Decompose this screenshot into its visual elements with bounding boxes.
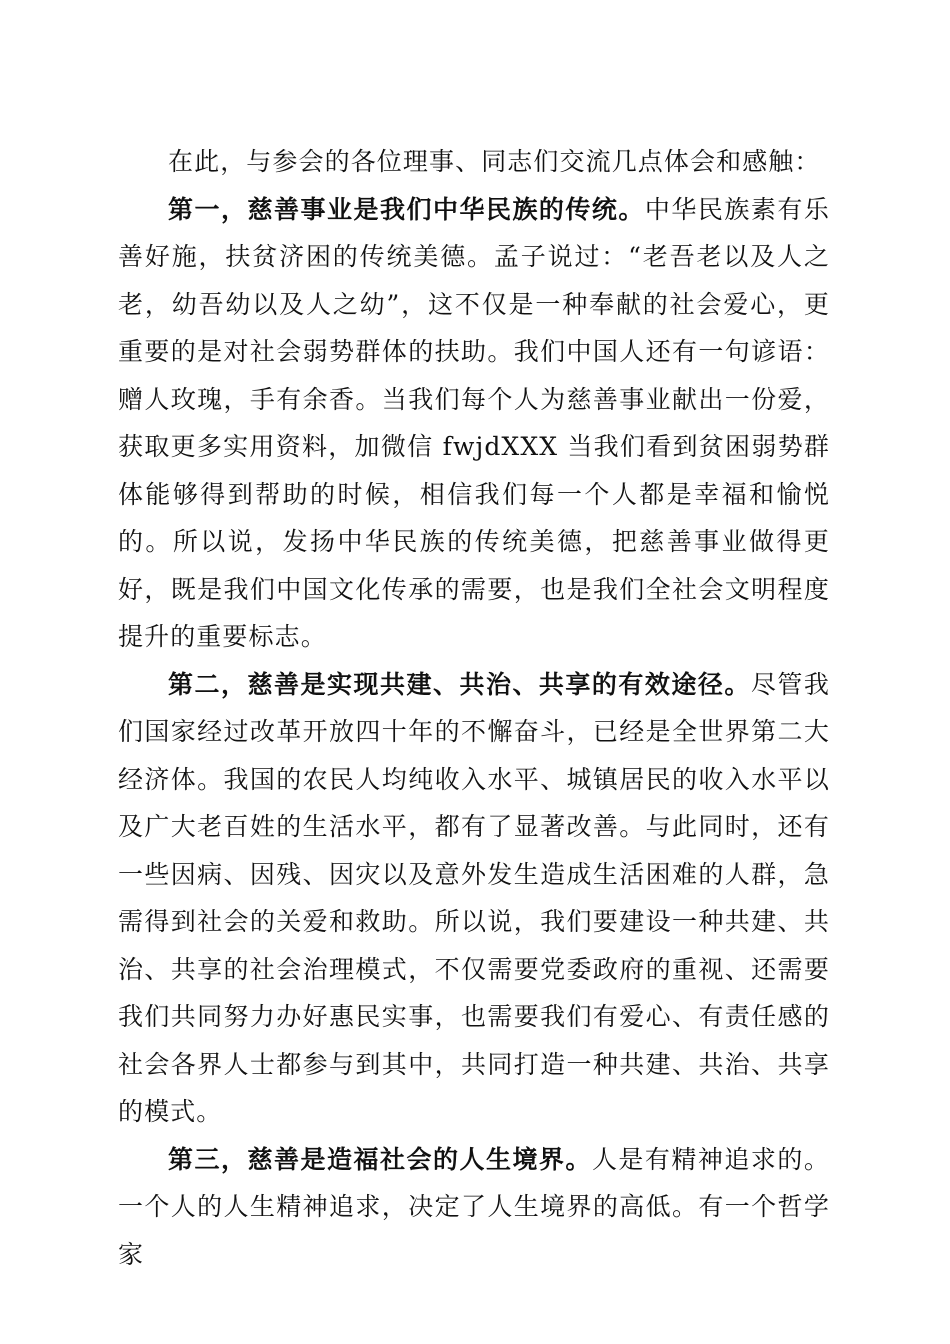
document-body: [118, 138, 830, 1278]
paragraph-third-point-heading: 第三，慈善是造福社会的人生境界。: [168, 1144, 592, 1174]
paragraph-first-point-text: 中华民族素有乐善好施，扶贫济困的传统美德。孟子说过：“老吾老以及人之老，幼吾幼以及人之幼”，这不仅是一种奉献的社会爱心，更重要的是对社会弱势群体的扶助。我们中国人还有一句谚语：赠人玫瑰，手有余香。当我们每个人为慈善事业献出一份爱，获取更多实用资料，加微信 fwjdXXX 当我们看到贫困弱势群体能够得到帮助的时候，相信我们每一个人都是幸福和愉悦的。所以说，发扬中华民族的传统美德，把慈善事业做得更好，既是我们中国文化传承的需要，也是我们全社会文明程度提升的重要标志。: [118, 194, 830, 651]
paragraph-intro: [118, 138, 830, 186]
paragraph-second-point-heading: 第二，慈善是实现共建、共治、共享的有效途径。: [168, 669, 751, 699]
paragraph-third-point-text: 人是有精神追求的。一个人的人生精神追求，决定了人生境界的高低。有一个哲学家: [118, 1144, 830, 1269]
paragraph-second-point-text: 尽管我们国家经过改革开放四十年的不懈奋斗，已经是全世界第二大经济体。我国的农民人均纯收入水平、城镇居民的收入水平以及广大老百姓的生活水平，都有了显著改善。与此同时，还有一些因病、因残、因灾以及意外发生造成生活困难的人群，急需得到社会的关爱和救助。所以说，我们要建设一种共建、共治、共享的社会治理模式，不仅需要党委政府的重视、还需要我们共同努力办好惠民实事，也需要我们有爱心、有责任感的社会各界人士都参与到其中，共同打造一种共建、共治、共享的模式。: [118, 669, 830, 1126]
paragraph-first-point-heading: 第一，慈善事业是我们中华民族的传统。: [168, 194, 645, 224]
paragraph-first-point: [118, 186, 830, 661]
paragraph-intro-text: 在此，与参会的各位理事、同志们交流几点体会和感触：: [168, 147, 821, 176]
paragraph-third-point: [118, 1136, 830, 1279]
paragraph-second-point: [118, 661, 830, 1136]
